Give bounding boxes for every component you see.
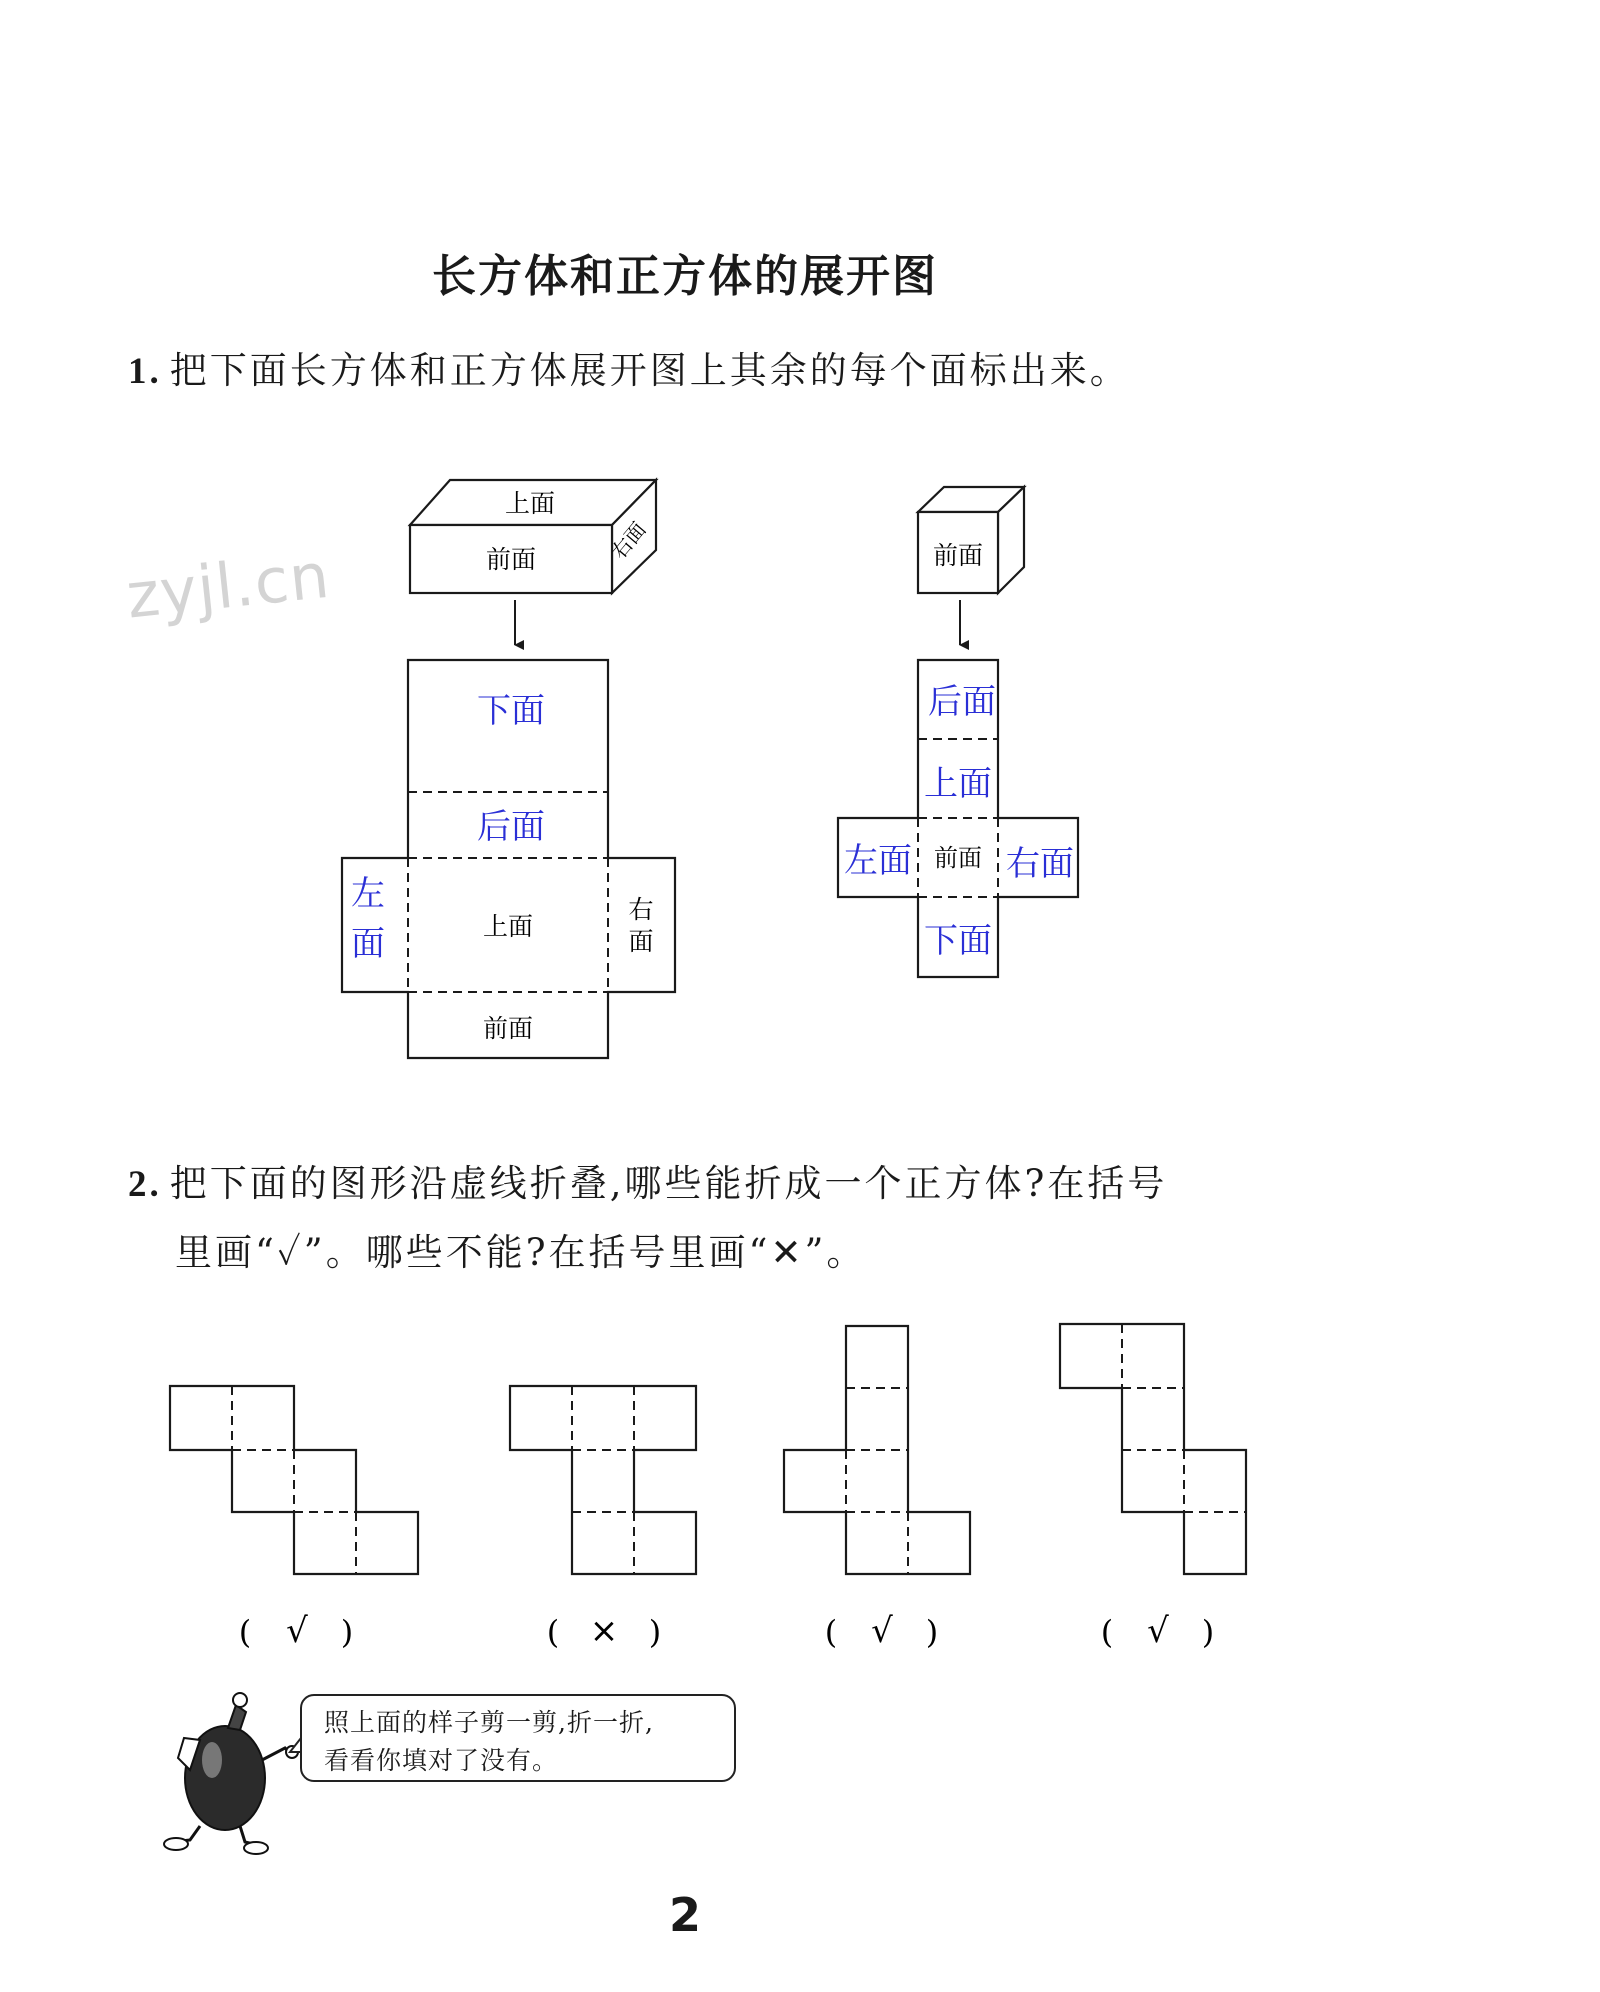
tip-speech-bubble <box>300 1694 736 1782</box>
eggplant-mascot-icon <box>164 1693 298 1854</box>
paren-close: ) <box>1201 1613 1215 1651</box>
answer-3-mark: √ <box>871 1611 893 1651</box>
question-1-number: 1. <box>128 351 162 392</box>
question-2-line-2: 里画“✓”。哪些不能?在括号里画“✕”。 <box>175 1231 867 1274</box>
cube-net-folds <box>918 739 998 897</box>
answer-1 <box>239 1611 353 1651</box>
cuboid-net-left-1: 左 <box>351 874 385 914</box>
net-a <box>170 1386 418 1574</box>
cuboid-right-label: 右面 <box>606 517 651 564</box>
cube-3d <box>918 487 1024 593</box>
answer-4-mark: √ <box>1147 1611 1169 1651</box>
cuboid-net-center: 上面 <box>482 912 534 941</box>
net-b <box>510 1386 696 1574</box>
net-c <box>784 1326 970 1574</box>
cube-front-label: 前面 <box>932 541 984 570</box>
paren-open: ( <box>546 1613 560 1651</box>
cube-net-back: 后面 <box>928 682 996 722</box>
cube-net-left: 左面 <box>844 841 912 881</box>
answer-1-mark: √ <box>286 1611 308 1651</box>
cuboid-net-right-1: 右 <box>628 895 654 924</box>
cube-net-bottom: 下面 <box>924 921 992 961</box>
cuboid-net-right-2: 面 <box>628 927 654 956</box>
paren-close: ) <box>648 1613 662 1651</box>
net-d <box>1060 1324 1246 1574</box>
cuboid-front-label: 前面 <box>485 545 537 574</box>
cube-net-right: 右面 <box>1006 844 1074 884</box>
paren-open: ( <box>824 1613 838 1651</box>
cuboid-net-left-2: 面 <box>351 924 385 964</box>
page-number: 2 <box>668 1888 701 1942</box>
tip-line-2: 看看你填对了没有。 <box>324 1746 559 1775</box>
cuboid-net-front: 前面 <box>482 1014 534 1043</box>
question-1-text: 把下面长方体和正方体展开图上其余的每个面标出来。 <box>169 349 1130 392</box>
watermark: zyjl.cn <box>123 538 334 633</box>
paren-open: ( <box>238 1613 252 1651</box>
question-2 <box>128 1153 1167 1207</box>
cuboid-net-bottom: 下面 <box>477 691 545 731</box>
paren-open: ( <box>1100 1613 1114 1651</box>
answer-4 <box>1101 1611 1214 1651</box>
page-title: 长方体和正方体的展开图 <box>432 251 938 302</box>
paren-close: ) <box>340 1613 354 1651</box>
paren-close: ) <box>925 1613 939 1651</box>
cube-net-top: 上面 <box>924 764 992 804</box>
tip-line-1: 照上面的样子剪一剪,折一折, <box>324 1708 654 1737</box>
question-2-number: 2. <box>128 1164 162 1205</box>
question-2-line-1: 把下面的图形沿虚线折叠,哪些能折成一个正方体?在括号 <box>169 1162 1168 1205</box>
answer-2 <box>547 1611 661 1651</box>
cube-net-center: 前面 <box>934 844 982 872</box>
cuboid-top-label: 上面 <box>504 489 556 518</box>
answer-2-mark: × <box>589 1611 619 1651</box>
cuboid-net-back: 后面 <box>477 807 545 847</box>
answer-3 <box>825 1611 938 1651</box>
